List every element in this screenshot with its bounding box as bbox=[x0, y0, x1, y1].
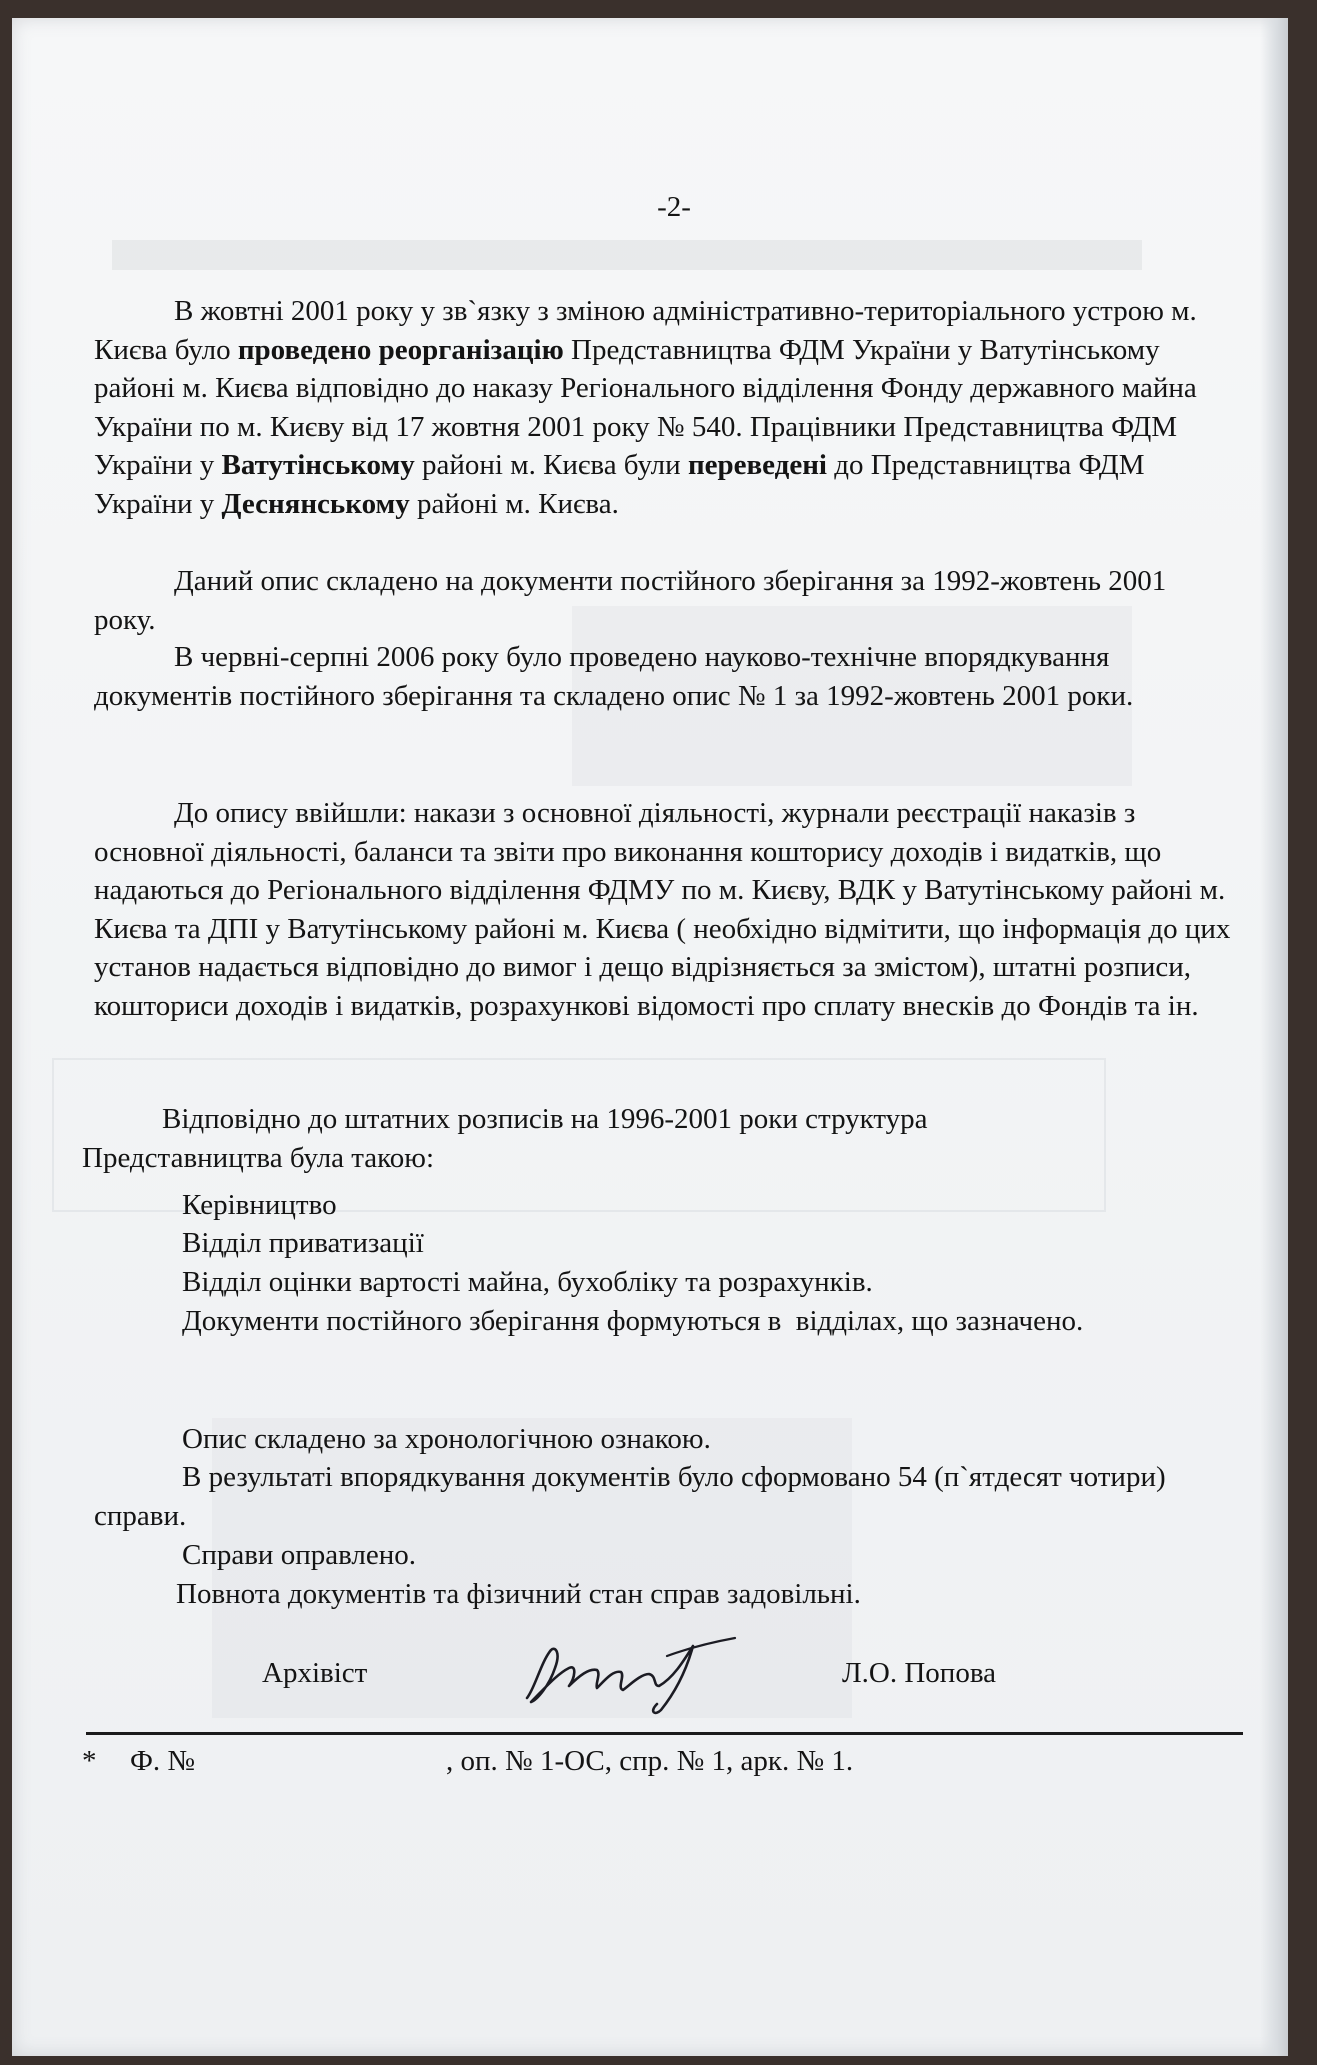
footnote-reference: , оп. № 1-ОС, спр. № 1, арк. № 1. bbox=[446, 1745, 854, 1777]
footnote-divider bbox=[86, 1732, 1243, 1735]
paragraph-structure: Відповідно до штатних розписів на 1996-2001 роки структура Представництва була такою: bbox=[82, 1103, 928, 1174]
document-page bbox=[12, 18, 1288, 2056]
paragraph-contents: До опису ввійшли: накази з основної діяльності, журнали реєстрації наказів з основної діяльності, баланси та звіти про виконання кошторису доходів і видатків, що надаються до Регіонального відділення ФДМУ по м. Києву, ВДК у Ватутінському районі м. Києва та ДПІ у Ватутінському районі м. Києва ( необхідно відмітити, що інформація до цих установ надається відповідно до вимог і дещо відрізняється за змістом), штатні розписи, кошториси доходів і видатків, розрахункові відомості про сплату внесків до Фондів та ін. bbox=[94, 797, 1231, 1022]
bold-phrase: переведені bbox=[687, 449, 827, 481]
paragraph-description-scope: Даний опис складено на документи постійного зберігання за 1992-жовтень 2001 року. bbox=[94, 565, 1167, 636]
paragraph-reorganization bbox=[94, 292, 1244, 523]
paragraph-text: районі м. Києва. bbox=[409, 487, 619, 520]
closing-line: Опис складено за хронологічною ознакою. bbox=[182, 1423, 711, 1455]
paragraph-processing: В червні-серпні 2006 року було проведено науково-технічне впорядкування документів постійного зберігання та складено опис № 1 за 1992-жовтень 2001 роки. bbox=[94, 641, 1134, 712]
bold-phrase: Ватутінському bbox=[221, 449, 415, 481]
structure-item: Керівництво bbox=[182, 1189, 337, 1221]
footnote bbox=[82, 1742, 1254, 1782]
footnote-fond-label: Ф. № bbox=[130, 1745, 196, 1777]
closing-line: В результаті впорядкування документів було сформовано 54 (п`ятдесят чотири) справи. bbox=[94, 1461, 1166, 1532]
bold-phrase: проведено реорганізацію bbox=[237, 333, 564, 366]
signatory-role: Архівіст bbox=[262, 1657, 368, 1689]
structure-note: Документи постійного зберігання формуються в відділах, що зазначено. bbox=[182, 1305, 1084, 1337]
paragraph-text: Представництва ФДМ України у Ватутінському районі м. Києва відповідно до наказу Регіонального відділення Фонду державного майна України по м. Києву від 17 жовтня 2001 року № 540. Працівники Представництва ФДМ України у bbox=[94, 333, 1197, 481]
structure-item: Відділ приватизації bbox=[182, 1227, 424, 1259]
page-edge-shadow bbox=[1260, 18, 1288, 2056]
bold-phrase: Деснянському bbox=[221, 487, 410, 520]
footnote-mark: * bbox=[82, 1745, 97, 1777]
closing-line: Справи оправлено. bbox=[182, 1539, 417, 1571]
handwritten-signature bbox=[517, 1628, 747, 1718]
closing-line: Повнота документів та фізичний стан справ задовільні. bbox=[176, 1578, 861, 1610]
signatory-name: Л.О. Попова bbox=[842, 1657, 997, 1689]
page-number: -2- bbox=[657, 191, 691, 223]
bleed-through-shadow bbox=[112, 240, 1142, 270]
paragraph-text: до Представництва ФДМ України у bbox=[94, 449, 1145, 520]
structure-item: Відділ оцінки вартості майна, бухобліку та розрахунків. bbox=[182, 1266, 873, 1298]
paragraph-text: В жовтні 2001 року у зв`язку з зміною адміністративно-територіального устрою м. Києва було bbox=[94, 295, 1197, 366]
paragraph-text: районі м. Києва були bbox=[414, 449, 688, 481]
